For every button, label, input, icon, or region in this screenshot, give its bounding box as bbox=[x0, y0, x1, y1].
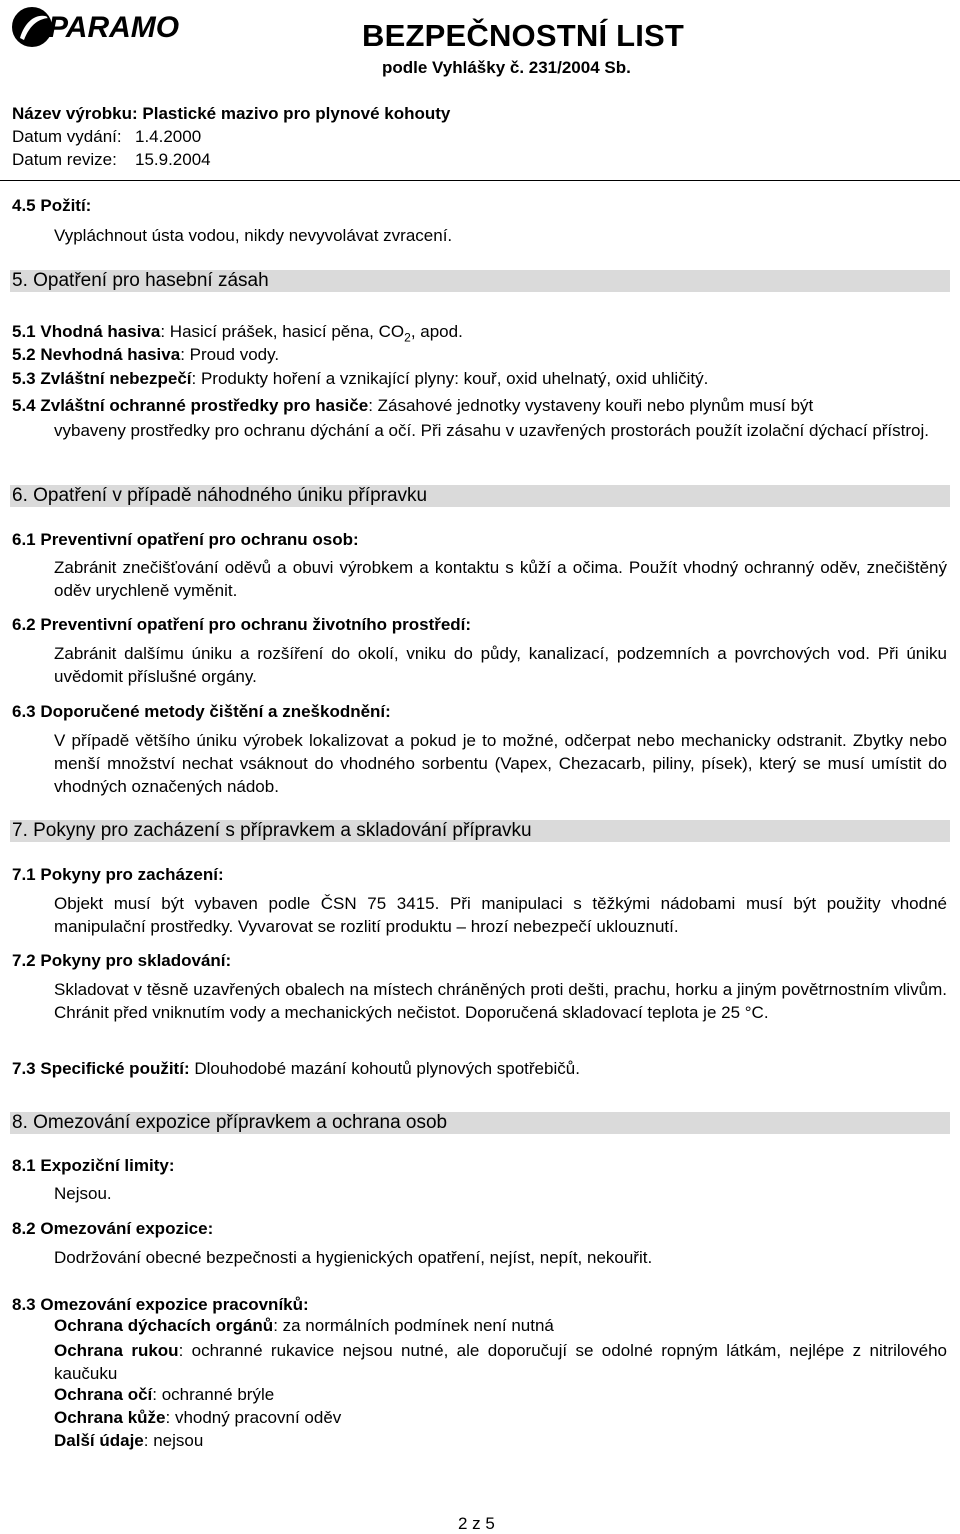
text-5-3: : Produkty hoření a vznikající plyny: kouř, oxid uhelnatý, oxid uhličitý. bbox=[191, 369, 709, 388]
text-6-3: V případě většího úniku výrobek lokalizovat a pokud je to možné, odčerpat nebo mechanicky odstranit. Zbytky nebo menší množství nechat vsáknout do vhodného sorbentu (Vapex, Chezacarb, piliny, písek), který se musí umístit do vhodných označených nádob. bbox=[54, 731, 947, 796]
label-5-3: 5.3 Zvláštní nebezpečí bbox=[12, 369, 192, 388]
label-hands: Ochrana rukou bbox=[54, 1341, 179, 1360]
product-name: Název výrobku: Plastické mazivo pro plynové kohouty bbox=[12, 104, 451, 123]
document-subtitle: podle Vyhlášky č. 231/2004 Sb. bbox=[382, 58, 631, 77]
text-respiratory: : za normálních podmínek není nutná bbox=[273, 1316, 554, 1335]
section-6-title: 6. Opatření v případě náhodného úniku přípravku bbox=[12, 485, 428, 506]
label-5-1: 5.1 Vhodná hasiva bbox=[12, 322, 161, 341]
revision-date-label: Datum revize: bbox=[12, 150, 117, 169]
text-5-4b: vybaveny prostředky pro ochranu dýchání a očí. Při zásahu v uzavřených prostorách použít izolační dýchací přístroj. bbox=[54, 421, 929, 440]
text-eyes: : ochranné brýle bbox=[152, 1385, 275, 1404]
heading-7-2: 7.2 Pokyny pro skladování: bbox=[12, 951, 232, 970]
line-5-1 bbox=[12, 322, 463, 344]
text-5-2: : Proud vody. bbox=[180, 345, 280, 364]
label-5-2: 5.2 Nevhodná hasiva bbox=[12, 345, 181, 364]
issue-date bbox=[12, 127, 201, 147]
row-hands bbox=[54, 1339, 947, 1385]
section-7-title: 7. Pokyny pro zacházení s přípravkem a skladování přípravku bbox=[12, 820, 532, 841]
text-5-4a: : Zásahové jednotky vystaveny kouři nebo plynům musí být bbox=[368, 396, 814, 415]
line-5-4 bbox=[12, 396, 813, 416]
heading-7-1: 7.1 Pokyny pro zacházení: bbox=[12, 865, 224, 884]
row-other bbox=[54, 1431, 203, 1451]
text-8-1: Nejsou. bbox=[54, 1184, 112, 1203]
text-8-2: Dodržování obecné bezpečnosti a hygienických opatření, nejíst, nepít, nekouřit. bbox=[54, 1248, 653, 1267]
section-5-title: 5. Opatření pro hasební zásah bbox=[12, 270, 269, 291]
text-7-1: Objekt musí být vybaven podle ČSN 75 3415. Při manipulaci s těžkými nádobami musí být použity vhodné manipulační prostředky. Vyvarovat se rozlití produktu – hrozí nebezpečí uklouznutí. bbox=[54, 894, 947, 936]
heading-8-2: 8.2 Omezování expozice: bbox=[12, 1219, 214, 1238]
logo-wordmark: PARAMO bbox=[48, 11, 180, 44]
text-5-1a: : Hasicí prášek, hasicí pěna, CO bbox=[160, 322, 405, 341]
label-5-4: 5.4 Zvláštní ochranné prostředky pro hasiče bbox=[12, 396, 369, 415]
label-respiratory: Ochrana dýchacích orgánů bbox=[54, 1316, 274, 1335]
issue-date-value: 1.4.2000 bbox=[135, 127, 202, 146]
revision-date-value: 15.9.2004 bbox=[135, 150, 211, 169]
text-hands: : ochranné rukavice nejsou nutné, ale doporučují se odolné ropným látkám, nejlépe z nitrilového kaučuku bbox=[54, 1341, 947, 1383]
label-skin: Ochrana kůže bbox=[54, 1408, 166, 1427]
heading-6-1: 6.1 Preventivní opatření pro ochranu osob: bbox=[12, 530, 359, 549]
line-5-3 bbox=[12, 369, 708, 389]
revision-date bbox=[12, 150, 211, 170]
document-title: BEZPEČNOSTNÍ LIST bbox=[362, 18, 685, 53]
text-6-1: Zabránit znečišťování oděvů a obuvi výrobkem a kontaktu s kůží a očima. Použít vhodný ochranný oděv, znečištěný oděv urychleně vyměnit. bbox=[54, 558, 947, 600]
text-6-2: Zabránit dalšímu úniku a rozšíření do okolí, vniku do půdy, kanalizací, podzemních a povrchových vod. Při úniku uvědomit příslušné orgány. bbox=[54, 644, 947, 686]
heading-8-3: 8.3 Omezování expozice pracovníků: bbox=[12, 1295, 309, 1314]
page-number: 2 z 5 bbox=[458, 1514, 495, 1533]
line-5-2 bbox=[12, 345, 279, 365]
label-7-3: 7.3 Specifické použití: bbox=[12, 1059, 190, 1078]
label-eyes: Ochrana očí bbox=[54, 1385, 153, 1404]
text-5-1b: , apod. bbox=[410, 322, 463, 341]
heading-7-3 bbox=[12, 1059, 580, 1079]
heading-6-2: 6.2 Preventivní opatření pro ochranu životního prostředí: bbox=[12, 615, 472, 634]
header-divider bbox=[0, 180, 960, 181]
issue-date-label: Datum vydání: bbox=[12, 127, 122, 146]
co2-subscript: 2 bbox=[404, 330, 411, 345]
text-4-5: Vypláchnout ústa vodou, nikdy nevyvolávat zvracení. bbox=[54, 226, 453, 245]
row-respiratory bbox=[54, 1316, 554, 1336]
section-8-title: 8. Omezování expozice přípravkem a ochrana osob bbox=[12, 1112, 448, 1133]
heading-6-3: 6.3 Doporučené metody čištění a zneškodnění: bbox=[12, 702, 391, 721]
text-7-2: Skladovat v těsně uzavřených obalech na místech chráněných proti dešti, prachu, horku a jiným povětrnostním vlivům. Chránit před vniknutím vody a mechanických nečistot. Doporučená skladovací teplota je 25 °C. bbox=[54, 980, 947, 1022]
label-other: Další údaje bbox=[54, 1431, 144, 1450]
text-other: : nejsou bbox=[143, 1431, 204, 1450]
row-eyes bbox=[54, 1385, 274, 1405]
paramo-logo bbox=[10, 4, 205, 50]
text-7-3: Dlouhodobé mazání kohoutů plynových spotřebičů. bbox=[189, 1059, 580, 1078]
heading-8-1: 8.1 Expoziční limity: bbox=[12, 1156, 175, 1175]
text-skin: : vhodný pracovní oděv bbox=[165, 1408, 342, 1427]
row-skin bbox=[54, 1408, 341, 1428]
heading-4-5: 4.5 Požití: bbox=[12, 196, 92, 215]
